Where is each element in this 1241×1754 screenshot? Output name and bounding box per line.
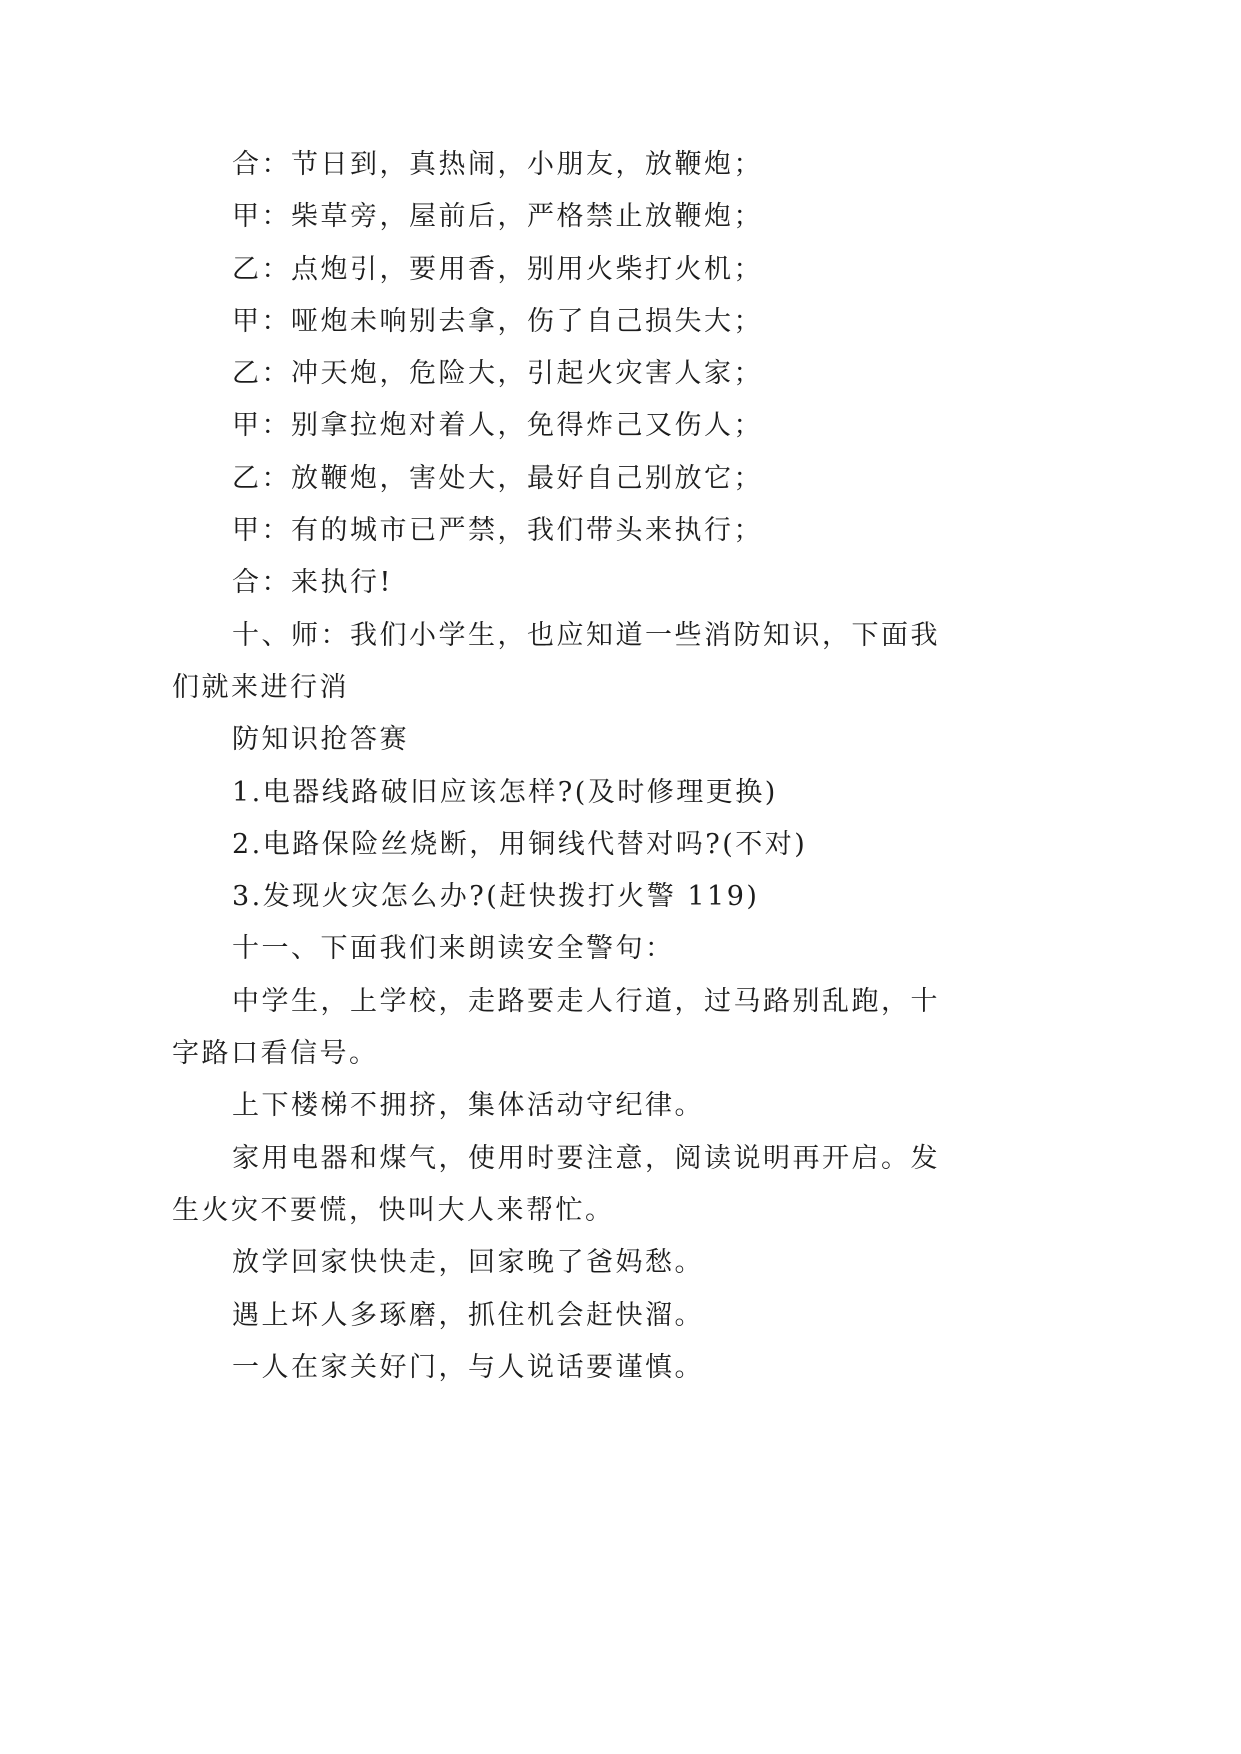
paragraph-safety-slogan <box>172 1342 962 1394</box>
paragraph-dialogue-line <box>172 191 962 243</box>
paragraph-quiz-title <box>172 714 962 766</box>
paragraph-dialogue-line <box>172 400 962 452</box>
paragraph-safety-slogan <box>172 1080 962 1132</box>
text-line: 防知识抢答赛 <box>232 724 409 756</box>
paragraph-quiz-question <box>172 767 962 819</box>
text-line: 生火灾不要慌，快叫大人来帮忙。 <box>172 1194 615 1226</box>
paragraph-section-ten <box>172 610 962 715</box>
text-line: 们就来进行消 <box>172 671 349 703</box>
paragraph-dialogue-line <box>172 557 962 609</box>
text-line: 十、师：我们小学生，也应知道一些消防知识，下面我 <box>232 619 940 651</box>
text-line: 合：来执行! <box>232 567 393 599</box>
paragraph-safety-slogan <box>172 1133 962 1238</box>
paragraph-quiz-question <box>172 871 962 923</box>
text-line: 乙：冲天炮，危险大，引起火灾害人家； <box>232 358 763 390</box>
text-line: 甲：柴草旁，屋前后，严格禁止放鞭炮； <box>232 201 763 233</box>
text-line: 中学生，上学校，走路要走人行道，过马路别乱跑，十 <box>232 985 940 1017</box>
text-line: 甲：有的城市已严禁，我们带头来执行； <box>232 515 763 547</box>
paragraph-dialogue-line <box>172 244 962 296</box>
paragraph-quiz-question <box>172 819 962 871</box>
text-line: 甲：哑炮未响别去拿，伤了自己损失大； <box>232 305 763 337</box>
document-body <box>172 139 962 1394</box>
paragraph-safety-slogan <box>172 1237 962 1289</box>
text-line: 上下楼梯不拥挤，集体活动守纪律。 <box>232 1090 704 1122</box>
text-line: 字路口看信号。 <box>172 1038 379 1070</box>
paragraph-dialogue-line <box>172 453 962 505</box>
text-line: 家用电器和煤气，使用时要注意，阅读说明再开启。发 <box>232 1142 940 1174</box>
paragraph-safety-slogan <box>172 1290 962 1342</box>
text-line: 1.电器线路破旧应该怎样?(及时修理更换) <box>232 776 778 808</box>
paragraph-dialogue-line <box>172 139 962 191</box>
text-line: 一人在家关好门，与人说话要谨慎。 <box>232 1351 704 1383</box>
paragraph-section-eleven <box>172 923 962 975</box>
text-line: 遇上坏人多琢磨，抓住机会赶快溜。 <box>232 1299 704 1331</box>
text-line: 2.电路保险丝烧断，用铜线代替对吗?(不对) <box>232 828 808 860</box>
paragraph-dialogue-line <box>172 296 962 348</box>
paragraph-dialogue-line <box>172 348 962 400</box>
text-line: 放学回家快快走，回家晚了爸妈愁。 <box>232 1247 704 1279</box>
paragraph-safety-slogan <box>172 976 962 1081</box>
paragraph-dialogue-line <box>172 505 962 557</box>
text-line: 合：节日到，真热闹，小朋友，放鞭炮； <box>232 149 763 180</box>
text-line: 十一、下面我们来朗读安全警句： <box>232 933 675 965</box>
text-line: 甲：别拿拉炮对着人，免得炸己又伤人； <box>232 410 763 442</box>
text-line: 3.发现火灾怎么办?(赶快拨打火警 119) <box>232 881 760 913</box>
text-line: 乙：点炮引，要用香，别用火柴打火机； <box>232 253 763 285</box>
text-line: 乙：放鞭炮，害处大，最好自己别放它； <box>232 462 763 494</box>
